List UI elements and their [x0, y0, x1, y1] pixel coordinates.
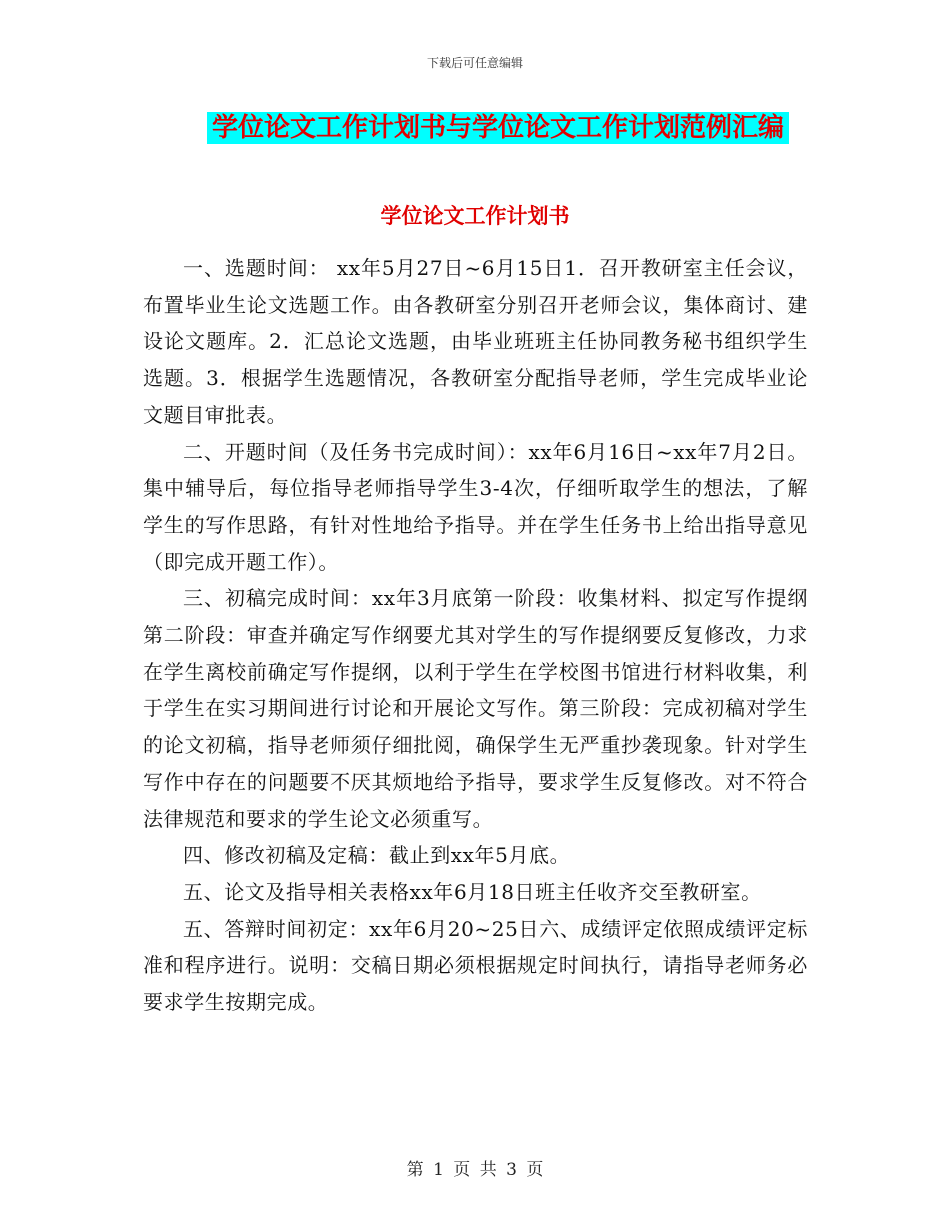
section-title: 学位论文工作计划书	[380, 203, 570, 228]
header-note: 下载后可任意编辑	[426, 56, 523, 70]
paragraph-first-draft: 三、初稿完成时间：xx年3月底第一阶段：收集材料、拟定写作提纲第二阶段：审查并确定写作纲要尤其对学生的写作提纲要反复修改，力求在学生离校前确定写作提纲，以利于学生在学校图书馆进行材料收集，利于学生在实习期间进行讨论和开展论文写作。第三阶段：完成初稿对学生的论文初稿，指导老师须仔细批阅，确保学生无严重抄袭现象。针对学生写作中存在的问题要不厌其烦地给予指导，要求学生反复修改。对不符合法律规范和要求的学生论文必须重写。	[143, 586, 808, 831]
paragraph-proposal: 二、开题时间（及任务书完成时间）：xx年6月16日~xx年7月2日。集中辅导后，每位指导老师指导学生3-4次，仔细听取学生的想法，了解学生的写作思路，有针对性地给予指导。并在学生任务书上给出指导意见（即完成开题工作）。	[143, 439, 808, 574]
paragraph-revision: 四、修改初稿及定稿：截止到xx年5月底。	[183, 843, 571, 868]
paragraph-defense: 五、答辩时间初定：xx年6月20~25日六、成绩评定依照成绩评定标准和程序进行。说明：交稿日期必须根据规定时间执行，请指导老师务必要求学生按期完成。	[143, 916, 808, 1015]
paragraph-forms: 五、论文及指导相关表格xx年6月18日班主任收齐交至教研室。	[183, 879, 762, 904]
page-footer: 第 1 页 共 3 页	[406, 1160, 544, 1180]
paragraph-topic-selection: 一、选题时间： xx年5月27日~6月15日1．召开教研室主任会议，布置毕业生论文选题工作。由各教研室分别召开老师会议，集体商讨、建设论文题库。2．汇总论文选题，由毕业班班主任协同教务秘书组织学生选题。3．根据学生选题情况，各教研室分配指导老师，学生完成毕业论文题目审批表。	[143, 256, 808, 427]
document-main-title: 学位论文工作计划书与学位论文工作计划范例汇编	[207, 112, 789, 144]
document-body	[143, 250, 808, 1021]
